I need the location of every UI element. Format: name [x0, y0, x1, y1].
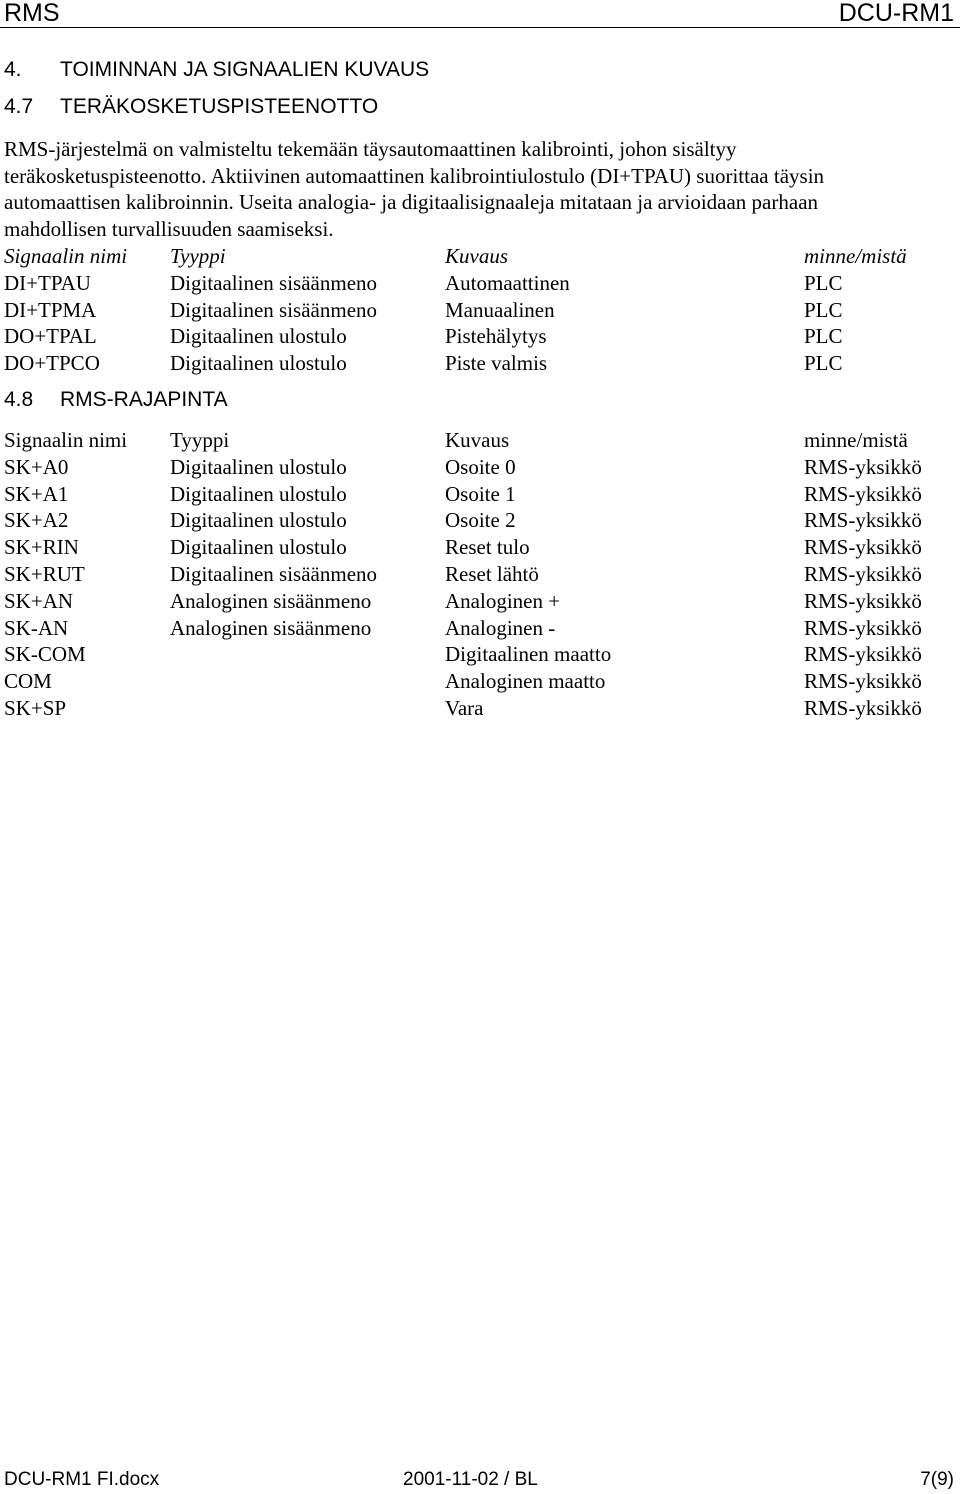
- table-cell: Analoginen +: [445, 588, 561, 613]
- table-cell: RMS-yksikkö: [804, 454, 922, 479]
- table-row: [4, 508, 954, 535]
- column-header: Signaalin nimi: [4, 428, 128, 452]
- paragraph-line: RMS-järjestelmä on valmisteltu tekemään täysautomaattinen kalibrointi, johon sisältyy: [4, 137, 737, 161]
- table-cell: Automaattinen: [445, 270, 570, 295]
- table-cell: COM: [4, 669, 52, 694]
- signal-table-tpa: [4, 244, 954, 378]
- table-cell: Digitaalinen maatto: [445, 642, 612, 667]
- page-footer: [0, 1469, 960, 1491]
- table-cell: Osoite 2: [445, 508, 516, 533]
- table-row: [4, 535, 954, 562]
- table-cell: RMS-yksikkö: [804, 695, 922, 720]
- table-cell: RMS-yksikkö: [804, 669, 922, 694]
- table-cell: Osoite 1: [445, 481, 516, 506]
- table-cell: SK+A1: [4, 481, 69, 506]
- table-header-row: [4, 244, 954, 271]
- table-cell: RMS-yksikkö: [804, 481, 922, 506]
- header-right-text: DCU-RM1: [838, 0, 954, 27]
- table-cell: Analoginen -: [445, 615, 556, 640]
- table-row: [4, 696, 954, 723]
- table-cell: RMS-yksikkö: [804, 615, 922, 640]
- footer-page-number: 7(9): [920, 1469, 954, 1490]
- table-cell: RMS-yksikkö: [804, 588, 922, 613]
- table-row: [4, 669, 954, 696]
- table-cell: [170, 669, 445, 696]
- table-row: [4, 589, 954, 616]
- table-cell: SK+A2: [4, 508, 69, 533]
- column-header: Kuvaus: [445, 428, 510, 452]
- section-heading: [4, 58, 429, 82]
- table-cell: Digitaalinen ulostulo: [170, 535, 347, 560]
- paragraph-line: mahdollisen turvallisuuden saamiseksi.: [4, 216, 334, 241]
- table-cell: Digitaalinen ulostulo: [170, 508, 347, 533]
- subsection-title: RMS-RAJAPINTA: [60, 388, 228, 411]
- section-number: 4.: [4, 58, 22, 81]
- table-cell: SK-AN: [4, 615, 69, 640]
- table-cell: Analoginen sisäänmeno: [170, 615, 372, 640]
- page-header: [0, 0, 960, 28]
- table-cell: Reset lähtö: [445, 561, 539, 586]
- table-cell: [170, 642, 445, 669]
- table-cell: SK+RIN: [4, 535, 79, 560]
- column-header: Kuvaus: [445, 244, 508, 268]
- table-row: [4, 562, 954, 589]
- table-cell: PLC: [804, 324, 843, 349]
- footer-filename: DCU-RM1 FI.docx: [4, 1469, 160, 1490]
- table-cell: DO+TPCO: [4, 351, 100, 376]
- table-row: [4, 271, 954, 298]
- table-cell: SK+SP: [4, 695, 67, 720]
- intro-paragraph: [4, 136, 944, 242]
- subsection-number: 4.8: [4, 388, 34, 411]
- table-cell: Digitaalinen sisäänmeno: [170, 297, 378, 322]
- table-cell: Digitaalinen ulostulo: [170, 454, 347, 479]
- table-row: [4, 324, 954, 351]
- paragraph-line: teräkosketuspisteenotto. Aktiivinen automaattinen kalibrointiulostulo (DI+TPAU) suorittaa täysin: [4, 163, 825, 188]
- table-cell: DO+TPAL: [4, 324, 97, 349]
- column-header: minne/mistä: [804, 244, 907, 268]
- table-cell: RMS-yksikkö: [804, 642, 922, 667]
- table-cell: Vara: [445, 695, 484, 720]
- table-cell: SK+A0: [4, 454, 69, 479]
- table-cell: Piste valmis: [445, 351, 548, 376]
- table-row: [4, 642, 954, 669]
- table-cell: Digitaalinen ulostulo: [170, 351, 347, 376]
- table-cell: [170, 696, 445, 723]
- table-cell: SK+RUT: [4, 561, 85, 586]
- table-row: [4, 298, 954, 325]
- table-cell: Analoginen sisäänmeno: [170, 588, 372, 613]
- section-title: TOIMINNAN JA SIGNAALIEN KUVAUS: [60, 58, 430, 81]
- table-cell: DI+TPMA: [4, 297, 97, 322]
- table-header-row: [4, 428, 954, 455]
- table-cell: SK+AN: [4, 588, 74, 613]
- table-cell: PLC: [804, 270, 843, 295]
- footer-date: 2001-11-02 / BL: [403, 1469, 538, 1490]
- column-header: Tyyppi: [170, 428, 230, 452]
- table-cell: Pistehälytys: [445, 324, 547, 349]
- table-cell: RMS-yksikkö: [804, 535, 922, 560]
- table-row: [4, 482, 954, 509]
- table-row: [4, 351, 954, 378]
- table-cell: Reset tulo: [445, 535, 530, 560]
- column-header: Tyyppi: [170, 244, 226, 268]
- table-cell: RMS-yksikkö: [804, 508, 922, 533]
- header-left-text: RMS: [4, 0, 60, 27]
- subsection-title: TERÄKOSKETUSPISTEENOTTO: [60, 95, 379, 118]
- table-cell: PLC: [804, 351, 843, 376]
- table-cell: DI+TPAU: [4, 270, 91, 295]
- table-cell: Digitaalinen ulostulo: [170, 481, 347, 506]
- table-cell: Osoite 0: [445, 454, 516, 479]
- paragraph-line: automaattisen kalibroinnin. Useita analogia- ja digitaalisignaaleja mitataan ja arvioidaan parhaan: [4, 190, 819, 214]
- subsection-number: 4.7: [4, 95, 34, 118]
- table-cell: PLC: [804, 297, 843, 322]
- table-row: [4, 616, 954, 643]
- table-cell: Analoginen maatto: [445, 669, 606, 694]
- table-cell: Digitaalinen ulostulo: [170, 324, 347, 349]
- table-cell: Manuaalinen: [445, 297, 555, 322]
- subsection-heading-4-8: [4, 388, 228, 412]
- subsection-heading-4-7: [4, 95, 378, 119]
- table-cell: RMS-yksikkö: [804, 561, 922, 586]
- signal-table-rms: [4, 428, 954, 723]
- table-cell: Digitaalinen sisäänmeno: [170, 270, 378, 295]
- table-cell: SK-COM: [4, 642, 86, 667]
- column-header: Signaalin nimi: [4, 244, 128, 268]
- table-row: [4, 455, 954, 482]
- table-cell: Digitaalinen sisäänmeno: [170, 561, 378, 586]
- column-header: minne/mistä: [804, 428, 908, 452]
